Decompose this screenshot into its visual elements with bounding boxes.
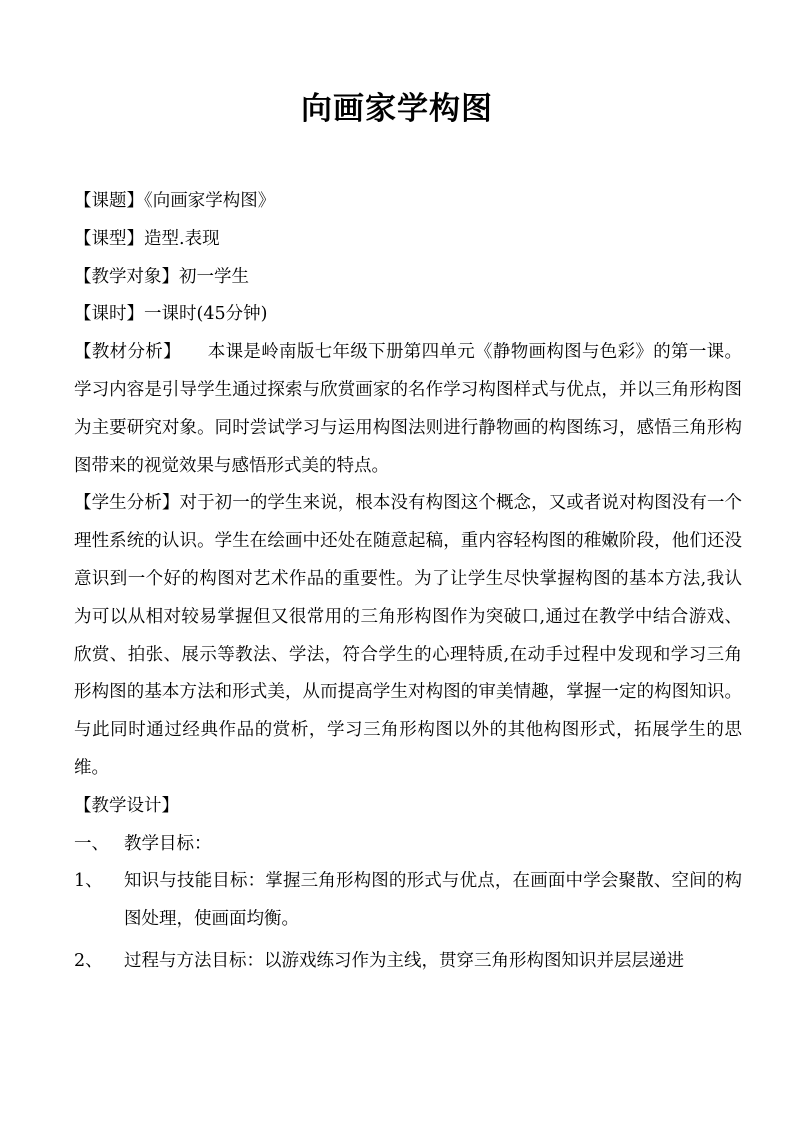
goal-number: 2、 xyxy=(74,950,103,971)
textbook-analysis xyxy=(74,334,742,485)
goal-text: 知识与技能目标：掌握三角形构图的形式与优点，在画面中学会聚散、空间的构图处理，使画面均衡。 xyxy=(124,871,742,930)
section-number: 一、 xyxy=(74,833,109,854)
field-value: 造型.表现 xyxy=(144,228,220,249)
teaching-design-heading: 【教学设计】 xyxy=(74,795,179,816)
section-label: 【学生分析】 xyxy=(74,493,180,514)
field-audience xyxy=(74,259,742,297)
section-text: 本课是岭南版七年级下册第四单元《静物画构图与色彩》的第一课。学习内容是引导学生通过探索与欣赏画家的名作学习构图样式与优点，并以三角形构图为主要研究对象。同时尝试学习与运用构图法则进行静物画的构图练习，感悟三角形构图带来的视觉效果与感悟形式美的特点。 xyxy=(74,342,742,476)
section-teaching-goals xyxy=(74,826,742,864)
section-heading: 教学目标： xyxy=(124,833,212,854)
field-value: 初一学生 xyxy=(179,266,249,287)
goal-item xyxy=(74,863,742,939)
field-duration xyxy=(74,296,742,334)
field-label: 【课时】 xyxy=(74,304,144,325)
field-label: 【课型】 xyxy=(74,228,144,249)
field-lesson-type xyxy=(74,221,742,259)
document-body xyxy=(74,183,742,981)
field-value: 《向画家学构图》 xyxy=(144,191,276,211)
field-topic xyxy=(74,183,742,221)
student-analysis xyxy=(74,485,742,787)
goal-item xyxy=(74,943,742,981)
field-label: 【教学对象】 xyxy=(74,266,179,287)
section-text: 对于初一的学生来说，根本没有构图这个概念，又或者说对构图没有一个理性系统的认识。学生在绘画中还处在随意起稿，重内容轻构图的稚嫩阶段，他们还没意识到一个好的构图对艺术作品的重要性。为了让学生尽快掌握构图的基本方法,我认为可以从相对较易掌握但又很常用的三角形构图作为突破口,通过在教学中结合游戏、欣赏、拍张、展示等教法、学法，符合学生的心理特质,在动手过程中发现和学习三角形构图的基本方法和形式美，从而提高学生对构图的审美情趣，掌握一定的构图知识。与此同时通过经典作品的赏析，学习三角形构图以外的其他构图形式，拓展学生的思维。 xyxy=(74,493,743,778)
field-label: 【课题】 xyxy=(74,191,144,211)
goal-text: 过程与方法目标：以游戏练习作为主线，贯穿三角形构图知识并层层递进 xyxy=(124,950,684,971)
section-label: 【教材分析】 xyxy=(74,342,173,363)
goal-number: 1、 xyxy=(74,871,103,892)
document-title: 向画家学构图 xyxy=(301,91,493,127)
field-value: 一课时(45分钟) xyxy=(144,304,268,325)
